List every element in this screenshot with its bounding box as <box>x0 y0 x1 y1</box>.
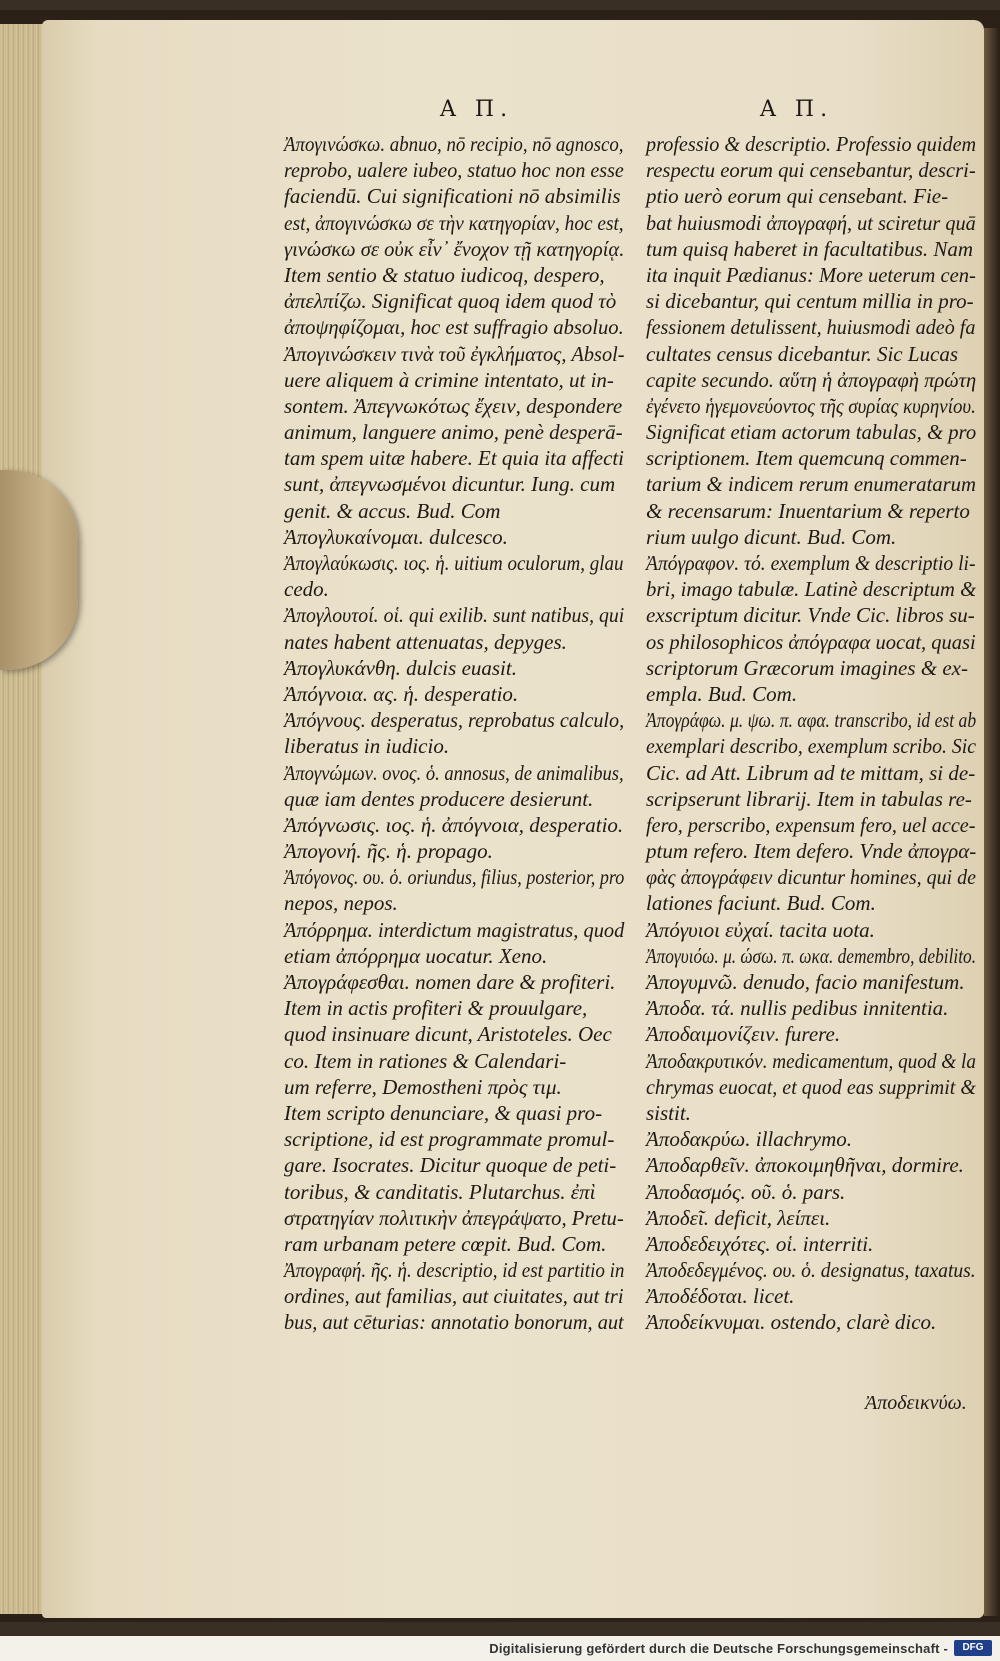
text-line: Ἀπογνώμων. ονος. ὁ. annosus, de animalibus, <box>284 760 624 785</box>
text-line: Ἀποδακρυτικόν. medicamentum, quod & la <box>646 1048 976 1073</box>
text-line: Ἀπογυιόω. μ. ώσω. π. ωκα. demembro, debilito. <box>646 943 977 968</box>
text-line: Ἀπογονή. ῆς. ἡ. propago. <box>284 839 493 864</box>
text-line: empla. Bud. Com. <box>646 681 798 706</box>
text-line: Ἀποδακρύω. illachrymo. <box>646 1127 852 1152</box>
text-line: bus, aut cēturias: annotatio bonorum, aut <box>284 1310 624 1335</box>
text-line: fero, perscribo, expensum fero, uel acce- <box>646 812 976 837</box>
text-line: gare. Isocrates. Dicitur quoque de peti- <box>284 1153 617 1178</box>
text-line: Ἀπογράφεσθαι. nomen dare & profiteri. <box>284 970 616 994</box>
text-line: sunt, ἀπεγνωσμένοι dicuntur. Iung. cum <box>284 472 616 497</box>
catchword: Ἀποδεικνύω. <box>865 1392 967 1414</box>
text-line: co. Item in rationes & Calendari- <box>284 1048 567 1073</box>
text-line: ptio uerò eorum qui censebant. Fie- <box>646 184 949 209</box>
text-line: bat huiusmodi ἀπογραφή, ut sciretur quā <box>646 210 976 235</box>
text-line: os philosophicos ἀπόγραφα uocat, quasi <box>646 629 976 654</box>
running-header-right: A Π. <box>760 97 834 122</box>
text-line: scriptione, id est programmate promul- <box>284 1127 615 1152</box>
text-line: στρατηγίαν πολιτικὴν ἀπεγράψατο, Pretu- <box>284 1205 624 1230</box>
text-line: ita inquit Pædianus: More ueterum cen- <box>646 262 976 287</box>
text-line: Ἀποδέδοται. licet. <box>646 1284 795 1309</box>
text-line: Ἀπόγραφον. τό. exemplum & descriptio li- <box>646 551 976 575</box>
text-line: um referre, Demostheni πρὸς τιμ. <box>284 1074 562 1099</box>
text-line: Ἀποδείκνυμαι. ostendo, clarè dico. <box>646 1310 937 1335</box>
text-line: ptum refero. Item defero. Vnde ἀπογρα- <box>646 839 977 864</box>
text-line: toribus, & canditatis. Plutarchus. ἐπὶ <box>284 1179 596 1204</box>
text-line: Ἀπόγυιοι εὐχαί. tacita uota. <box>646 917 875 942</box>
text-line: γινώσκω σε οὐκ εἶν᾽ ἔνοχον τῇ κατηγορίᾳ. <box>284 236 625 261</box>
text-line: Ἀπόρρημα. interdictum magistratus, quod <box>284 917 625 942</box>
text-line: Ἀπογλυκαίνομαι. dulcesco. <box>284 524 508 549</box>
text-line: Ἀπόγνοια. ας. ἡ. desperatio. <box>284 681 519 706</box>
text-line: Ἀποδαιμονίζειν. furere. <box>646 1022 841 1047</box>
text-line: sontem. Ἀπεγνωκότως ἔχειν, despondere <box>284 393 623 418</box>
footer-bar <box>0 1636 1000 1661</box>
text-line: Ἀποδεδεγμένος. ου. ὁ. designatus, taxatus. <box>646 1258 976 1283</box>
text-line: chrymas euocat, et quod eas supprimit & <box>646 1074 976 1099</box>
text-line: scripserunt librarij. Item in tabulas re- <box>646 786 972 811</box>
text-line: Ἀπόγονος. ου. ὁ. oriundus, filius, posterior, pro <box>284 865 625 890</box>
text-line: ἀπελπίζω. Significat quoq idem quod τὸ <box>284 289 617 314</box>
text-line: quæ iam dentes producere desierunt. <box>284 786 594 811</box>
text-line: exemplari describo, exemplum scribo. Sic <box>646 734 977 759</box>
text-line: Ἀποδασμός. οῦ. ὁ. pars. <box>646 1179 846 1204</box>
text-line: tum quisq haberet in facultatibus. Nam <box>646 236 974 261</box>
text-line: Ἀπόγνους. desperatus, reprobatus calculo, <box>284 708 625 733</box>
running-header-left: A Π. <box>440 97 514 122</box>
text-line: reprobo, ualere iubeo, statuo hoc non esse <box>284 158 624 183</box>
text-line: animum, languere animo, penè desperā- <box>284 420 623 445</box>
text-line: tam spem uitæ habere. Et quia ita affecti <box>284 446 624 471</box>
text-line: scriptorum Græcorum imagines & ex- <box>646 655 968 680</box>
text-line: Ἀποδεδειχότες. οἱ. interriti. <box>646 1231 874 1256</box>
text-line: nepos, nepos. <box>284 891 398 916</box>
text-line: Ἀπογλουτοί. οἱ. qui exilib. sunt natibus, qui <box>284 603 625 628</box>
text-line: capite secundo. αὕτη ἡ ἀπογραφὴ πρώτη <box>646 367 977 392</box>
text-line: Item in actis profiteri & prouulgare, <box>284 996 588 1021</box>
text-line: etiam ἀπόρρημα uocatur. Xeno. <box>284 943 548 968</box>
text-line: genit. & accus. Bud. Com <box>284 498 501 523</box>
text-line: quod insinuare dicunt, Aristoteles. Oec <box>284 1022 612 1047</box>
text-line: φὰς ἀπογράφειν dicuntur homines, qui de <box>646 865 976 890</box>
text-line: rium uulgo dicunt. Bud. Com. <box>646 524 897 549</box>
text-line: Ἀπογλυκάνθη. dulcis euasit. <box>284 655 517 680</box>
text-line: bri, imago tabulæ. Latinè descriptum & <box>646 577 977 602</box>
text-line: ἐγένετο ἡγεμονεύοντος τῆς συρίας κυρηνίου. <box>646 393 976 418</box>
left-column <box>284 131 624 1336</box>
text-line: nates habent attenuatas, depyges. <box>284 629 567 654</box>
text-line: Ἀπογινώσκω. abnuo, nō recipio, nō agnosco, <box>284 132 624 156</box>
text-line: liberatus in iudicio. <box>284 734 450 759</box>
text-line: tarium & indicem rerum enumeratarum <box>646 472 977 497</box>
text-line: ἀποψηφίζομαι, hoc est suffragio absoluo. <box>284 315 624 340</box>
text-line: est, ἀπογινώσκω σε τὴν κατηγορίαν, hoc est, <box>284 210 624 235</box>
text-line: Significat etiam actorum tabulas, & pro <box>646 420 977 445</box>
text-line: cultates census dicebantur. Sic Lucas <box>646 341 959 366</box>
page-edges <box>0 24 47 1614</box>
funding-credit: Digitalisierung gefördert durch die Deutsche Forschungsgemeinschaft - <box>489 1641 948 1656</box>
text-line: Item sentio & statuo iudicoq, despero, <box>284 262 605 287</box>
text-line: Ἀπογράφω. μ. ψω. π. αφα. transcribo, id est ab <box>646 708 977 733</box>
text-line: & recensarum: Inuentarium & reperto <box>646 498 970 523</box>
text-line: professio & descriptio. Professio quidem <box>646 132 977 156</box>
text-line: ram urbanam petere cœpit. Bud. Com. <box>284 1231 607 1256</box>
text-line: fessionem detulissent, huiusmodi adeò fa <box>646 315 976 340</box>
text-line: Ἀπογυμνῶ. denudo, facio manifestum. <box>646 970 965 994</box>
text-line: Ἀποδεῖ. deficit, λείπει. <box>646 1205 831 1230</box>
text-line: Cic. ad Att. Librum ad te mittam, si de- <box>646 760 976 785</box>
text-line: Ἀπογραφή. ῆς. ἡ. descriptio, id est partitio in <box>284 1258 625 1283</box>
text-line: respectu eorum qui censebantur, descri- <box>646 158 976 183</box>
text-line: lationes faciunt. Bud. Com. <box>646 891 876 916</box>
text-line: Ἀποδαρθεῖν. ἀποκοιμηθῆναι, dormire. <box>646 1153 964 1178</box>
text-line: faciendū. Cui significationi nō absimilis <box>284 184 621 209</box>
text-line: Ἀποδα. τά. nullis pedibus innitentia. <box>646 996 949 1021</box>
book-spine-shadow <box>984 28 998 1616</box>
text-line: exscriptum dicitur. Vnde Cic. libros su- <box>646 603 975 628</box>
text-line: sistit. <box>646 1100 691 1125</box>
text-line: uere aliquem à crimine intentato, ut in- <box>284 367 614 392</box>
text-line: scriptionem. Item quemcunq commen- <box>646 446 967 471</box>
text-line: si dicebantur, qui centum millia in pro- <box>646 289 974 314</box>
text-line: Ἀπογλαύκωσις. ιος. ἡ. uitium oculorum, glau <box>284 551 624 575</box>
right-column <box>646 131 976 1336</box>
text-line: Ἀπογινώσκειν τινὰ τοῦ ἐγκλήματος, Absol- <box>284 341 625 366</box>
text-line: Item scripto denunciare, & quasi pro- <box>284 1100 603 1125</box>
text-line: cedo. <box>284 577 329 602</box>
dfg-logo[interactable]: DFG <box>954 1640 992 1656</box>
text-line: ordines, aut familias, aut ciuitates, aut tri <box>284 1284 624 1309</box>
text-line: Ἀπόγνωσις. ιος. ἡ. ἀπόγνοια, desperatio. <box>284 812 624 837</box>
